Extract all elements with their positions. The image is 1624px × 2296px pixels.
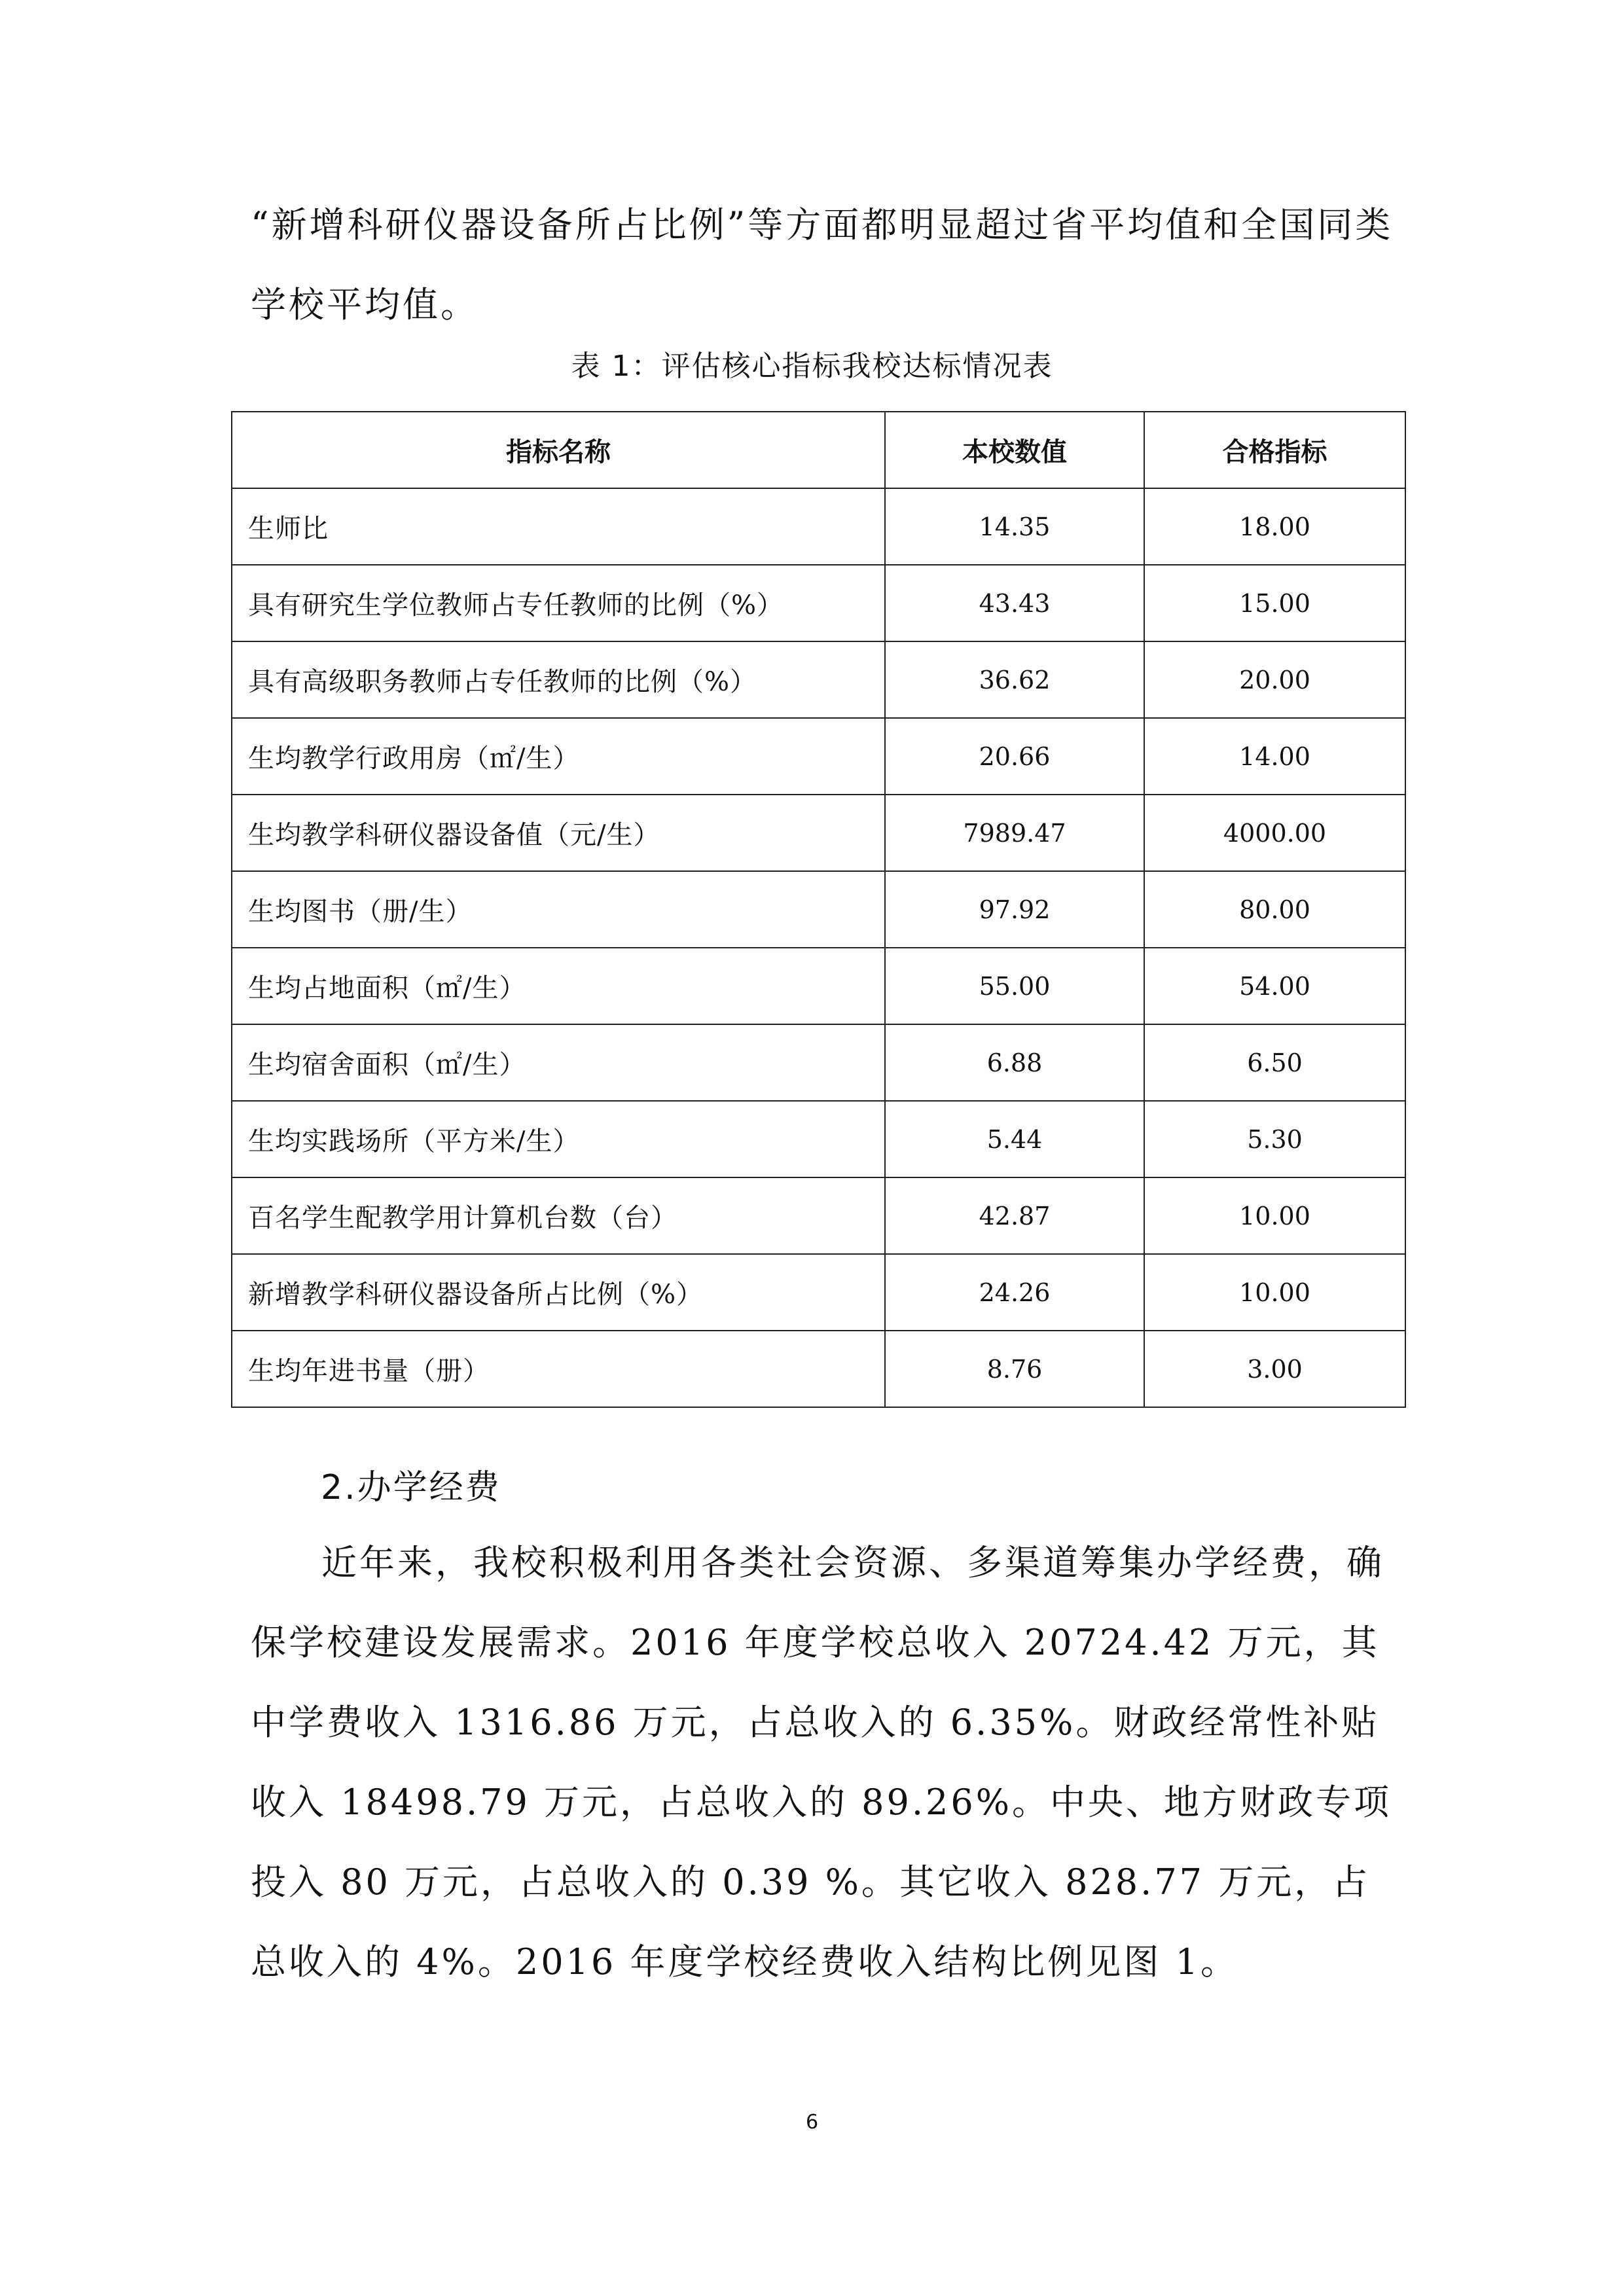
school-value-cell: 7989.47 (885, 795, 1144, 871)
standard-value-cell: 80.00 (1144, 871, 1405, 948)
indicator-name-cell: 生均实践场所（平方米/生） (232, 1101, 885, 1177)
indicator-name-cell: 百名学生配教学用计算机台数（台） (232, 1177, 885, 1254)
table-row (232, 488, 1405, 565)
indicator-table (231, 411, 1406, 1408)
indicator-name-cell: 具有高级职务教师占专任教师的比例（%） (232, 641, 885, 718)
table-row (232, 1177, 1405, 1254)
standard-value-cell: 3.00 (1144, 1331, 1405, 1407)
indicator-name-cell: 生均占地面积（㎡/生） (232, 948, 885, 1024)
school-value-cell: 8.76 (885, 1331, 1144, 1407)
funding-paragraph: 近年来，我校积极利用各类社会资源、多渠道筹集办学经费，确保学校建设发展需求。2016 年度学校总收入 20724.42 万元，其中学费收入 1316.86 万元，占总收入的 6.35%。财政经常性补贴收入 18498.79 万元，占总收入的 89.26%。中央、地方财政专项投入 80 万元，占总收入的 0.39 %。其它收入 828.77 万元，占总收入的 4%。2016 年度学校经费收入结构比例见图 1。 (251, 1542, 1392, 1982)
school-value-cell: 24.26 (885, 1254, 1144, 1331)
school-value-cell: 20.66 (885, 718, 1144, 795)
standard-value-cell: 18.00 (1144, 488, 1405, 565)
table-row (232, 1254, 1405, 1331)
standard-value-cell: 20.00 (1144, 641, 1405, 718)
school-value-cell: 36.62 (885, 641, 1144, 718)
standard-value-cell: 15.00 (1144, 565, 1405, 641)
indicator-name-cell: 生均图书（册/生） (232, 871, 885, 948)
table-header-row (232, 412, 1405, 488)
standard-value-cell: 10.00 (1144, 1177, 1405, 1254)
table-row (232, 1331, 1405, 1407)
table-row (232, 641, 1405, 718)
standard-value-cell: 6.50 (1144, 1024, 1405, 1101)
table-row (232, 718, 1405, 795)
intro-paragraph: “新增科研仪器设备所占比例”等方面都明显超过省平均值和全国同类学校平均值。 (251, 204, 1394, 325)
standard-value-cell: 4000.00 (1144, 795, 1405, 871)
table-row (232, 871, 1405, 948)
indicator-name-cell: 生师比 (232, 488, 885, 565)
school-value-cell: 5.44 (885, 1101, 1144, 1177)
indicator-name-cell: 生均教学科研仪器设备值（元/生） (232, 795, 885, 871)
indicator-name-cell: 生均宿舍面积（㎡/生） (232, 1024, 885, 1101)
school-value-cell: 97.92 (885, 871, 1144, 948)
standard-value-cell: 5.30 (1144, 1101, 1405, 1177)
standard-value-cell: 10.00 (1144, 1254, 1405, 1331)
school-value-cell: 42.87 (885, 1177, 1144, 1254)
section-heading: 2.办学经费 (321, 1468, 501, 1507)
indicator-name-cell: 生均年进书量（册） (232, 1331, 885, 1407)
school-value-cell: 14.35 (885, 488, 1144, 565)
table-caption: 表 1：评估核心指标我校达标情况表 (571, 350, 1053, 383)
indicator-name-cell: 新增教学科研仪器设备所占比例（%） (232, 1254, 885, 1331)
header-indicator-name: 指标名称 (232, 412, 885, 488)
standard-value-cell: 54.00 (1144, 948, 1405, 1024)
header-standard-value: 合格指标 (1144, 412, 1405, 488)
table-row (232, 1024, 1405, 1101)
table-row (232, 565, 1405, 641)
indicator-name-cell: 生均教学行政用房（㎡/生） (232, 718, 885, 795)
school-value-cell: 43.43 (885, 565, 1144, 641)
school-value-cell: 55.00 (885, 948, 1144, 1024)
page-number: 6 (805, 2111, 819, 2134)
table-row (232, 1101, 1405, 1177)
table-row (232, 948, 1405, 1024)
standard-value-cell: 14.00 (1144, 718, 1405, 795)
header-school-value: 本校数值 (885, 412, 1144, 488)
indicator-name-cell: 具有研究生学位教师占专任教师的比例（%） (232, 565, 885, 641)
table-row (232, 795, 1405, 871)
school-value-cell: 6.88 (885, 1024, 1144, 1101)
